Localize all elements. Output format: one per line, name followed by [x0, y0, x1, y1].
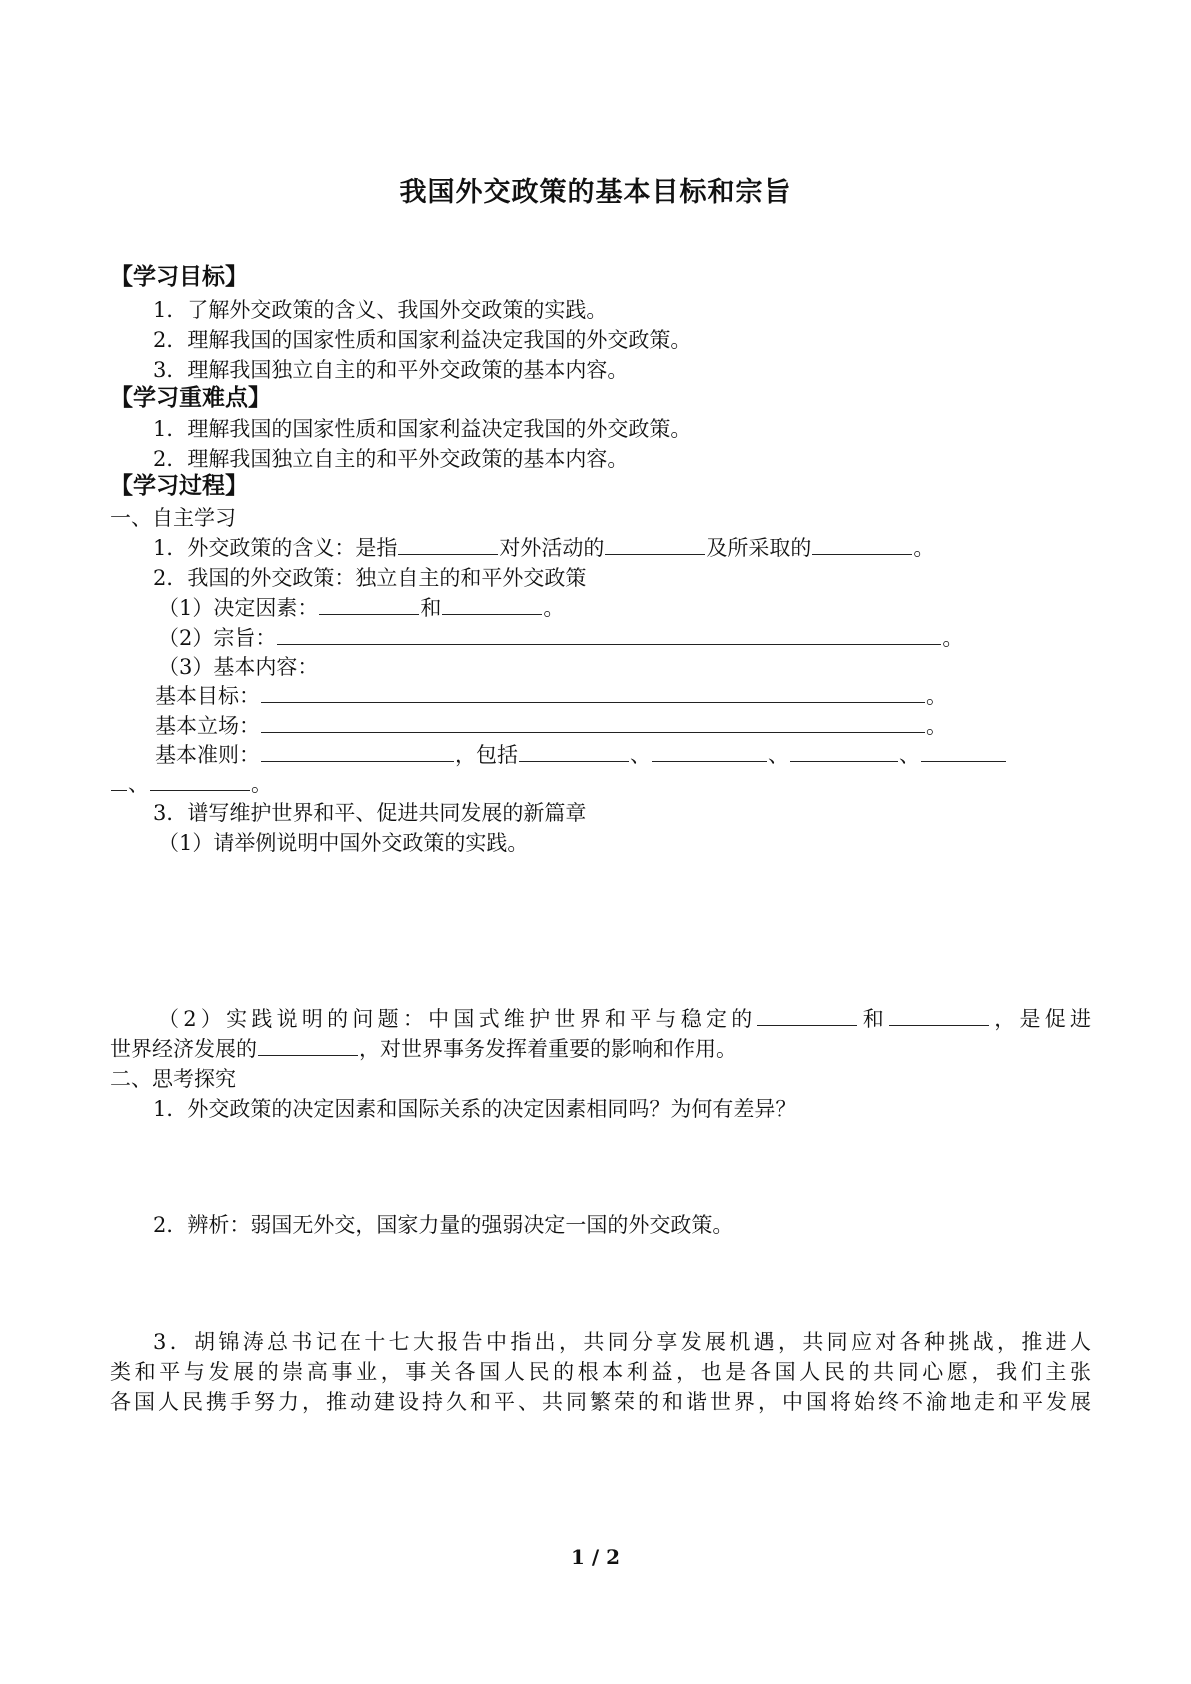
question-norms: 基本准则： ，包括 、 、 、: [155, 740, 1091, 770]
key-point-item: 1．理解我国的国家性质和国家利益决定我国的外交政策。: [153, 417, 692, 441]
part-heading: 二、思考探究: [110, 1067, 236, 1091]
page-title: 我国外交政策的基本目标和宗旨: [399, 177, 792, 208]
page-number: 1 / 2: [570, 1545, 621, 1569]
key-point-item: 2．理解我国独立自主的和平外交政策的基本内容。: [153, 447, 629, 471]
question-goal: 基本目标： 。: [155, 684, 947, 708]
thinking-question-line: 类和平与发展的崇高事业，事关各国人民的根本利益，也是各国人民的共同心愿，我们主张: [110, 1360, 1091, 1384]
question-practice: 3．谱写维护世界和平、促进共同发展的新篇章: [153, 801, 587, 825]
part-heading: 一、自主学习: [110, 506, 236, 530]
thinking-question-line: 各国人民携手努力，推动建设持久和平、共同繁荣的和谐世界，中国将始终不渝地走和平发展: [110, 1390, 1091, 1414]
fill-blank[interactable]: [605, 534, 705, 555]
fill-blank[interactable]: [277, 624, 941, 645]
fill-blank[interactable]: [889, 1005, 989, 1026]
question-definition: 1．外交政策的含义：是指 对外活动的 及所采取的 。: [153, 536, 935, 560]
question-purpose: （2）宗旨： 。: [158, 626, 964, 650]
section-heading-goals: 【学习目标】: [110, 263, 248, 290]
fill-blank[interactable]: [442, 594, 542, 615]
question-stance: 基本立场： 。: [155, 714, 947, 738]
question-practice-meaning-cont: 世界经济发展的 ，对世界事务发挥着重要的影响和作用。: [110, 1037, 737, 1061]
thinking-question-line: 3．胡锦涛总书记在十七大报告中指出，共同分享发展机遇，共同应对各种挑战，推进人: [153, 1330, 1091, 1354]
section-heading-process: 【学习过程】: [110, 472, 248, 499]
fill-blank[interactable]: [111, 770, 127, 791]
fill-blank[interactable]: [812, 534, 912, 555]
question-factors: （1）决定因素： 和 。: [158, 596, 565, 620]
question-policy: 2．我国的外交政策：独立自主的和平外交政策: [153, 566, 587, 590]
fill-blank[interactable]: [319, 594, 419, 615]
goal-item: 2．理解我国的国家性质和国家利益决定我国的外交政策。: [153, 328, 692, 352]
question-norms-cont: 、 。: [110, 769, 1091, 799]
thinking-question: 2．辨析：弱国无外交，国家力量的强弱决定一国的外交政策。: [153, 1213, 734, 1237]
fill-blank[interactable]: [261, 682, 925, 703]
fill-blank[interactable]: [261, 741, 454, 762]
fill-blank[interactable]: [790, 741, 898, 762]
fill-blank[interactable]: [150, 770, 250, 791]
thinking-question: 1．外交政策的决定因素和国际关系的决定因素相同吗？为何有差异？: [153, 1097, 797, 1121]
goal-item: 3．理解我国独立自主的和平外交政策的基本内容。: [153, 358, 629, 382]
question-practice-example: （1）请举例说明中国外交政策的实践。: [158, 831, 529, 855]
fill-blank[interactable]: [921, 741, 1006, 762]
fill-blank[interactable]: [652, 741, 767, 762]
section-heading-key-points: 【学习重难点】: [110, 384, 271, 411]
fill-blank[interactable]: [258, 1035, 358, 1056]
question-practice-meaning: （2）实践说明的问题：中国式维护世界和平与稳定的 和 ，是促进: [158, 1007, 1092, 1031]
fill-blank[interactable]: [757, 1005, 857, 1026]
fill-blank[interactable]: [519, 741, 629, 762]
fill-blank[interactable]: [398, 534, 498, 555]
question-content: （3）基本内容：: [158, 655, 319, 679]
goal-item: 1．了解外交政策的含义、我国外交政策的实践。: [153, 298, 608, 322]
fill-blank[interactable]: [261, 712, 925, 733]
